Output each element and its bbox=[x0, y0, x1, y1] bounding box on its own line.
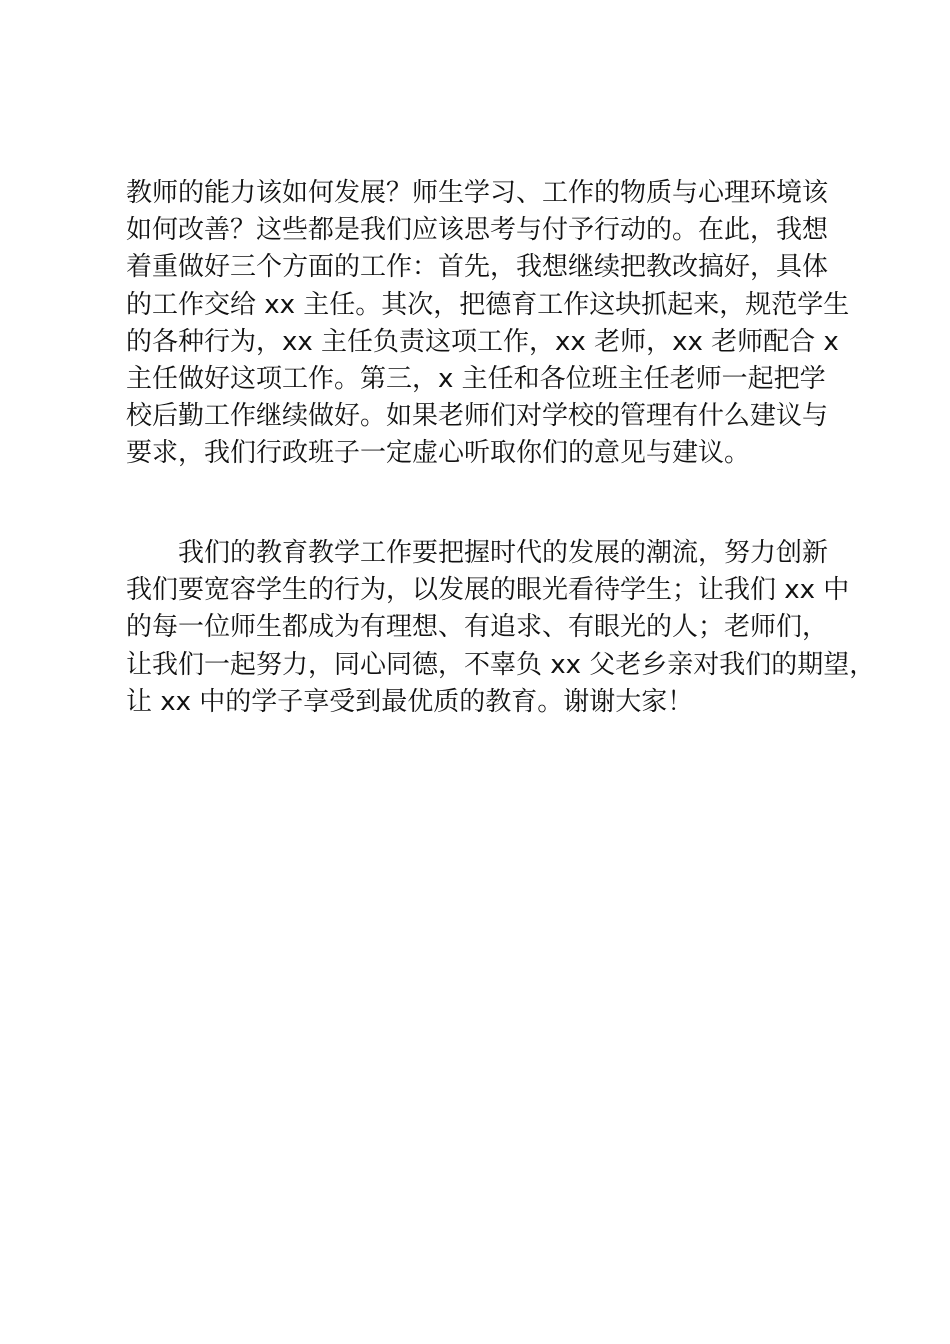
paragraph-line: 我们要宽容学生的行为，以发展的眼光看待学生；让我们 xx 中 bbox=[126, 575, 850, 606]
paragraph-line: 着重做好三个方面的工作：首先，我想继续把教改搞好，具体 bbox=[126, 252, 829, 283]
paragraph-line: 的每一位师生都成为有理想、有追求、有眼光的人；老师们， bbox=[126, 612, 829, 643]
paragraph-line: 教师的能力该如何发展？师生学习、工作的物质与心理环境该 bbox=[126, 178, 829, 208]
paragraph-line: 的工作交给 xx 主任。其次，把德育工作这块抓起来，规范学生 bbox=[126, 289, 850, 320]
paragraph-line: 如何改善？这些都是我们应该思考与付予行动的。在此，我想 bbox=[126, 215, 829, 246]
paragraph-1 bbox=[126, 175, 861, 473]
paragraph-line: 的各种行为，xx 主任负责这项工作，xx 老师，xx 老师配合 x bbox=[126, 326, 839, 357]
paragraph-line: 主任做好这项工作。第三，x 主任和各位班主任老师一起把学 bbox=[126, 363, 826, 394]
paragraph-line: 让我们一起努力，同心同德，不辜负 xx 父老乡亲对我们的期望， bbox=[126, 649, 876, 680]
paragraph-2 bbox=[126, 535, 876, 721]
paragraph-line: 要求，我们行政班子一定虚心听取你们的意见与建议。 bbox=[126, 438, 751, 469]
paragraph-line: 让 xx 中的学子享受到最优质的教育。谢谢大家！ bbox=[126, 686, 694, 717]
paragraph-line: 校后勤工作继续做好。如果老师们对学校的管理有什么建议与 bbox=[126, 401, 829, 432]
paragraph-line: 我们的教育教学工作要把握时代的发展的潮流，努力创新 bbox=[178, 538, 829, 568]
